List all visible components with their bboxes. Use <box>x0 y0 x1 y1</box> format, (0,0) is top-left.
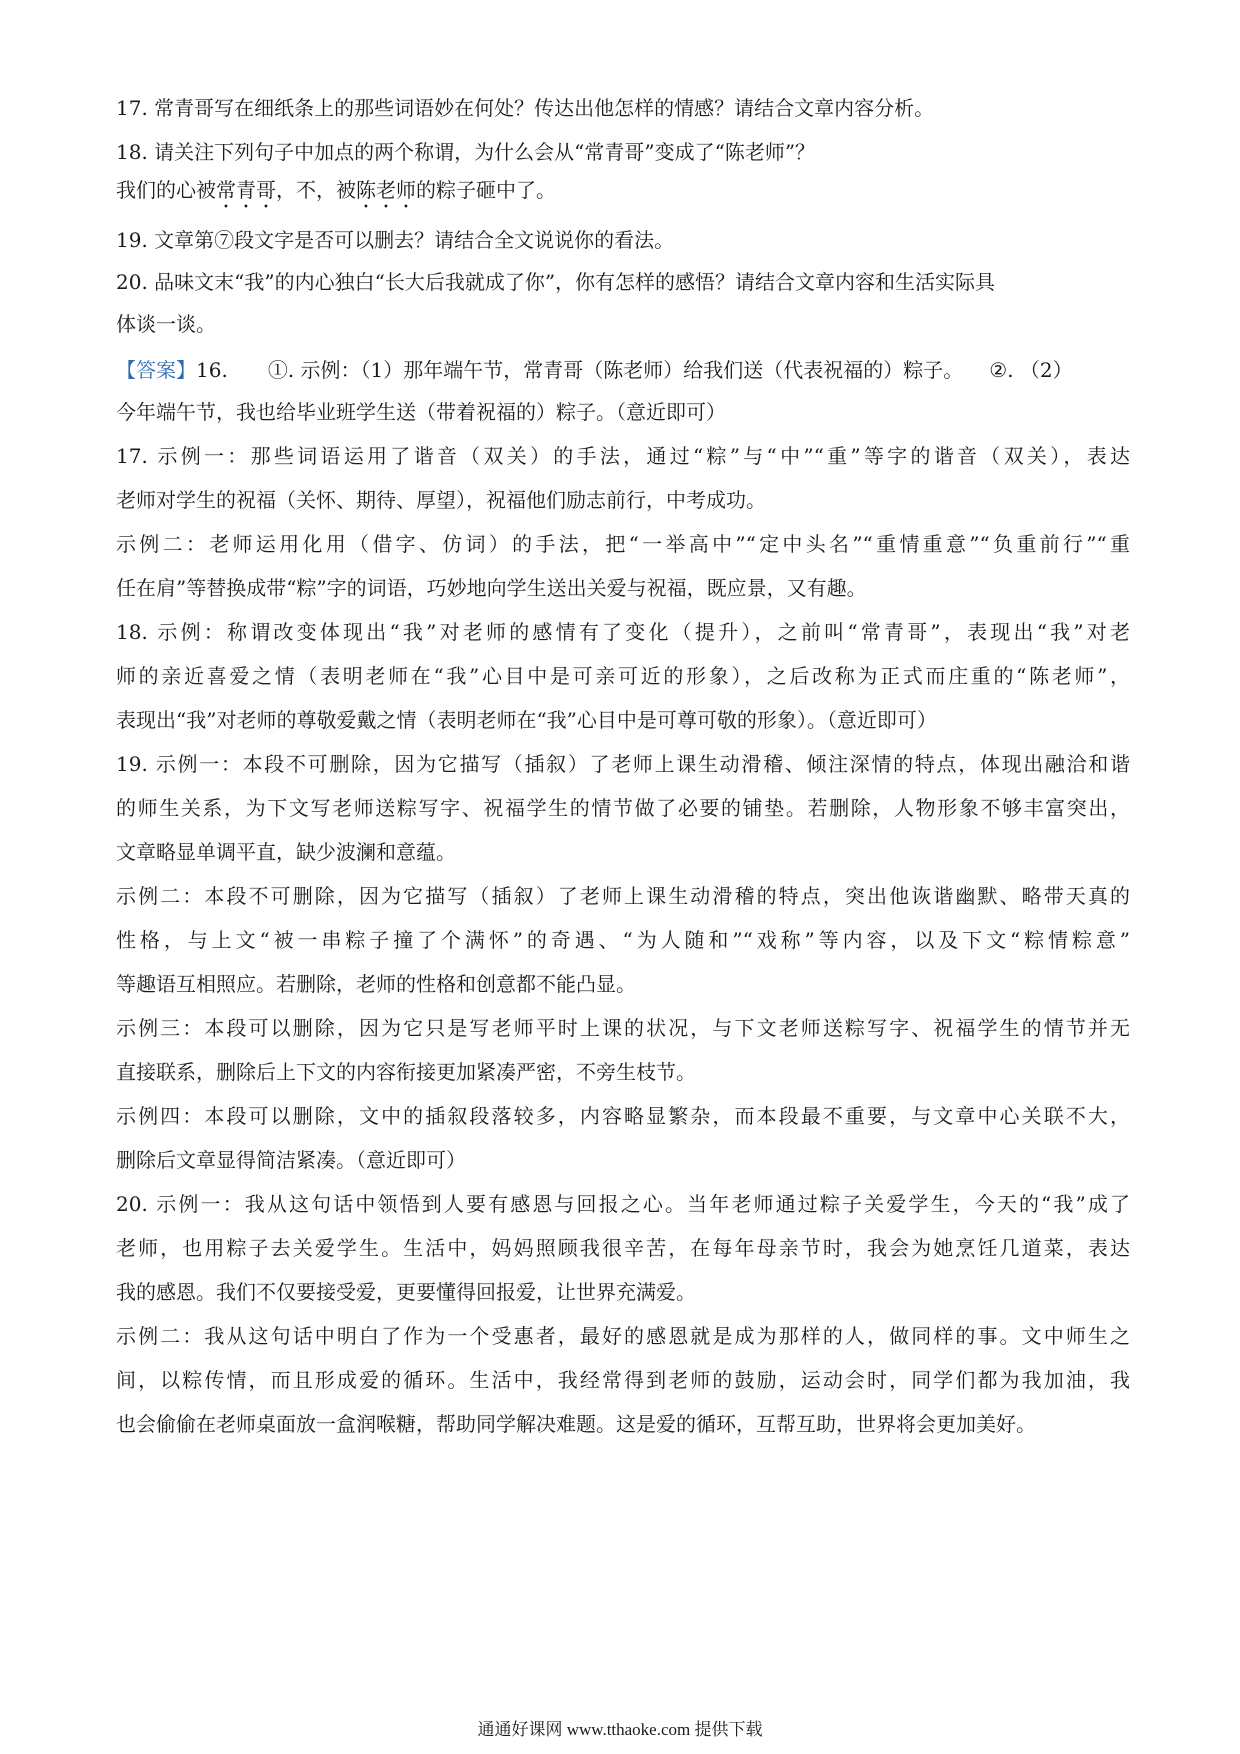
answer-20-line-4: 示例二：我从这句话中明白了作为一个受惠者，最好的感恩就是成为那样的人，做同样的事。文中师生之 <box>116 1324 1130 1348</box>
page-footer <box>0 1718 1240 1742</box>
footer-suffix: 提供下载 <box>694 1720 763 1739</box>
footer-site-name: 通通好课网 <box>477 1720 563 1739</box>
answer-17-line-2: 老师对学生的祝福（关怀、期待、厚望），祝福他们励志前行，中考成功。 <box>116 488 766 512</box>
sentence-part: 的粽子砸中了。 <box>416 178 556 202</box>
answer-17-line-4: 任在肩”等替换成带“粽”字的词语，巧妙地向学生送出关爱与祝福，既应景，又有趣。 <box>116 576 867 600</box>
answer-19-line-1: 19. 示例一：本段不可删除，因为它描写（插叙）了老师上课生动滑稽、倾注深情的特点，体现出融洽和谐 <box>116 752 1130 776</box>
answer-16-part-2: ②. （2） <box>989 358 1073 382</box>
answer-tag: 【答案】 <box>116 358 196 382</box>
answer-19-line-10: 删除后文章显得简洁紧凑。（意近即可） <box>116 1148 466 1172</box>
answer-16-part-1: ①. 示例：（1）那年端午节，常青哥（陈老师）给我们送（代表祝福的）粽子。 <box>267 358 964 382</box>
question-18: 18. 请关注下列句子中加点的两个称谓，为什么会从“常青哥”变成了“陈老师”？ <box>116 140 816 164</box>
answer-20-line-6: 也会偷偷在老师桌面放一盒润喉糖，帮助同学解决难题。这是爱的循环，互帮互助，世界将会更加美好。 <box>116 1412 1036 1436</box>
answer-20-line-3: 我的感恩。我们不仅要接受爱，更要懂得回报爱，让世界充满爱。 <box>116 1280 696 1304</box>
answer-18-line-1: 18. 示例：称谓改变体现出“我”对老师的感情有了变化（提升），之前叫“常青哥”，表现出“我”对老 <box>116 620 1130 644</box>
answer-16-number: 16. <box>196 358 228 382</box>
sentence-part: ，不，被 <box>276 178 356 202</box>
answer-20-line-1: 20. 示例一：我从这句话中领悟到人要有感恩与回报之心。当年老师通过粽子关爱学生，今天的“我”成了 <box>116 1192 1130 1216</box>
answer-19-line-4: 示例二：本段不可删除，因为它描写（插叙）了老师上课生动滑稽的特点，突出他诙谐幽默、略带天真的 <box>116 884 1130 908</box>
question-20-line-2: 体谈一谈。 <box>116 312 216 336</box>
question-17: 17. 常青哥写在细纸条上的那些词语妙在何处？传达出他怎样的情感？请结合文章内容分析。 <box>116 96 935 120</box>
answer-20-line-5: 间，以粽传情，而且形成爱的循环。生活中，我经常得到老师的鼓励，运动会时，同学们都为我加油，我 <box>116 1368 1130 1392</box>
question-20-line-1: 20. 品味文末“我”的内心独白“长大后我就成了你”，你有怎样的感悟？请结合文章内容和生活实际具 <box>116 270 996 294</box>
answer-19-line-3: 文章略显单调平直，缺少波澜和意蕴。 <box>116 840 456 864</box>
answer-19-line-9: 示例四：本段可以删除，文中的插叙段落较多，内容略显繁杂，而本段最不重要，与文章中心关联不大， <box>116 1104 1130 1128</box>
dotted-title-changqingge: 常青哥 <box>216 178 276 202</box>
answer-16-line-1 <box>116 356 1073 384</box>
question-19: 19. 文章第⑦段文字是否可以删去？请结合全文说说你的看法。 <box>116 228 675 252</box>
answer-16-line-2: 今年端午节，我也给毕业班学生送（带着祝福的）粽子。（意近即可） <box>116 400 726 424</box>
answer-19-line-7: 示例三：本段可以删除，因为它只是写老师平时上课的状况，与下文老师送粽写字、祝福学生的情节并无 <box>116 1016 1130 1040</box>
answer-20-line-2: 老师，也用粽子去关爱学生。生活中，妈妈照顾我很辛苦，在每年母亲节时，我会为她烹饪几道菜，表达 <box>116 1236 1130 1260</box>
answer-18-line-2: 师的亲近喜爱之情（表明老师在“我”心目中是可亲可近的形象），之后改称为正式而庄重的“陈老师”， <box>116 664 1130 688</box>
answer-19-line-8: 直接联系，删除后上下文的内容衔接更加紧凑严密，不旁生枝节。 <box>116 1060 696 1084</box>
answer-19-line-5: 性格，与上文“被一串粽子撞了个满怀”的奇遇、“为人随和”“戏称”等内容，以及下文“粽情粽意” <box>116 928 1130 952</box>
question-18-sentence <box>116 176 556 213</box>
answer-19-line-2: 的师生关系，为下文写老师送粽写字、祝福学生的情节做了必要的铺垫。若删除，人物形象不够丰富突出， <box>116 796 1130 820</box>
sentence-part: 我们的心被 <box>116 178 216 202</box>
footer-url[interactable]: www.tthaoke.com <box>566 1720 691 1739</box>
answer-17-line-1: 17. 示例一：那些词语运用了谐音（双关）的手法，通过“粽”与“中”“重”等字的谐音（双关），表达 <box>116 444 1130 468</box>
answer-18-line-3: 表现出“我”对老师的尊敬爱戴之情（表明老师在“我”心目中是可尊可敬的形象）。（意近即可） <box>116 708 937 732</box>
answer-17-line-3: 示例二：老师运用化用（借字、仿词）的手法，把“一举高中”“定中头名”“重情重意”“负重前行”“重 <box>116 532 1130 556</box>
answer-19-line-6: 等趣语互相照应。若删除，老师的性格和创意都不能凸显。 <box>116 972 636 996</box>
dotted-title-chenlaoshi: 陈老师 <box>356 178 416 202</box>
